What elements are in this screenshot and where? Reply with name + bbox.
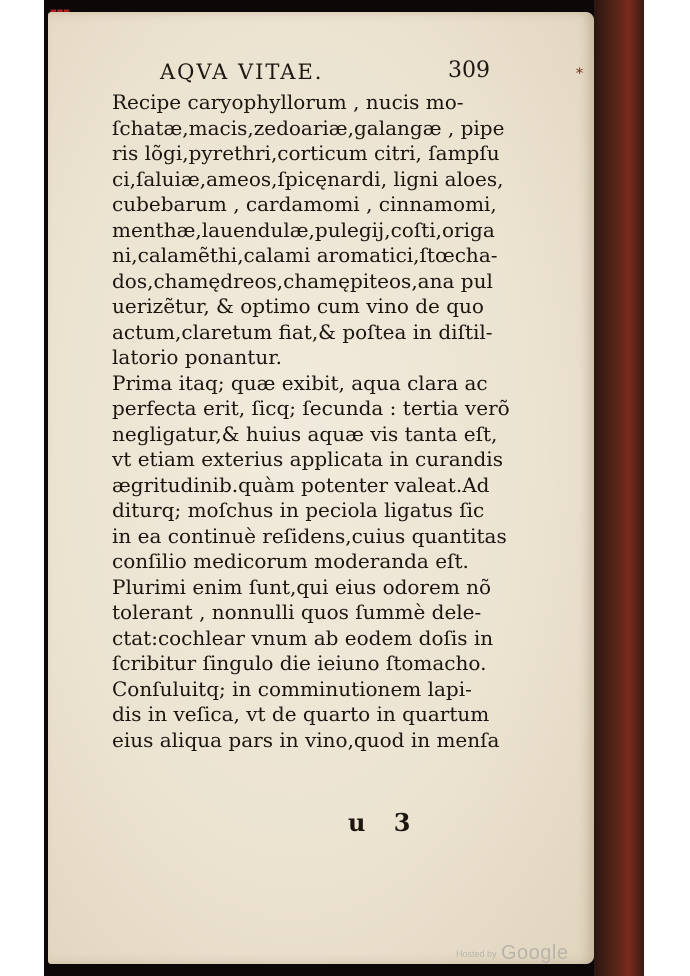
- text-line: dis in veſica, vt de quarto in quartum: [112, 702, 490, 726]
- text-line: Recipe caryophyllorum , nucis mo-: [112, 90, 464, 114]
- running-title: AQVA VITAE.: [160, 60, 324, 84]
- text-line: perfecta erit, ſicq; ſecunda : tertia verõ: [112, 396, 510, 420]
- google-watermark: [456, 942, 568, 965]
- text-line: tolerant , nonnulli quos ſummè dele-: [112, 600, 482, 624]
- signature-mark: u 3: [348, 808, 421, 837]
- text-line: conſilio medicorum moderanda eſt.: [112, 549, 469, 573]
- text-line: actum,claretum fiat,& poſtea in diſtil-: [112, 319, 493, 344]
- text-line: menthæ,lauendulæ,pulegij,coſti,origa: [112, 217, 495, 242]
- text-line: ſcribitur ſingulo die ieiuno ſtomacho.: [112, 651, 487, 675]
- text-line: latorio ponantur.: [112, 345, 282, 369]
- text-line: Plurimi enim ſunt,qui eius odorem nõ: [112, 574, 492, 599]
- text-line: vt etiam exterius applicata in curandis: [112, 447, 503, 471]
- text-line: Prima itaq; quæ exibit, aqua clara ac: [112, 370, 488, 395]
- text-line: ſchatæ,macis,zedoariæ,galangæ , pipe: [112, 115, 505, 140]
- text-line: ctat:cochlear vnum ab eodem doſis in: [112, 625, 494, 650]
- book-binding: [594, 0, 644, 976]
- text-line: ci,ſaluiæ,ameos,ſpicęnardi, ligni aloes,: [112, 166, 504, 191]
- text-line: in ea continuè reſidens,cuius quantitas: [112, 523, 507, 548]
- watermark-prefix: Hosted by: [456, 949, 497, 959]
- text-line: cubebarum , cardamomi , cinnamomi,: [112, 192, 497, 216]
- margin-mark: *: [576, 66, 583, 82]
- text-line: eius aliqua pars in vino,quod in menſa: [112, 727, 500, 752]
- text-line: ni,calamẽthi,calami aromatici,ſtœcha-: [112, 243, 498, 267]
- text-line: ægritudinib.quàm potenter valeat.Ad: [112, 472, 490, 497]
- text-line: ris lõgi,pyrethri,corticum citri, ſampſu: [112, 141, 500, 165]
- text-line: negligatur,& huius aquæ vis tanta eſt,: [112, 421, 498, 446]
- text-line: uerizẽtur, & optimo cum vino de quo: [112, 294, 484, 318]
- text-line: dos,chamędreos,chamępiteos,ana pul: [112, 268, 493, 293]
- body-text: [112, 90, 510, 753]
- page-number: 309: [448, 58, 490, 83]
- page-header: [160, 58, 500, 88]
- watermark-brand: Google: [500, 942, 569, 964]
- text-line: Conſuluitq; in comminutionem lapi-: [112, 676, 472, 701]
- text-line: diturq; moſchus in peciola ligatus ſic: [112, 498, 485, 522]
